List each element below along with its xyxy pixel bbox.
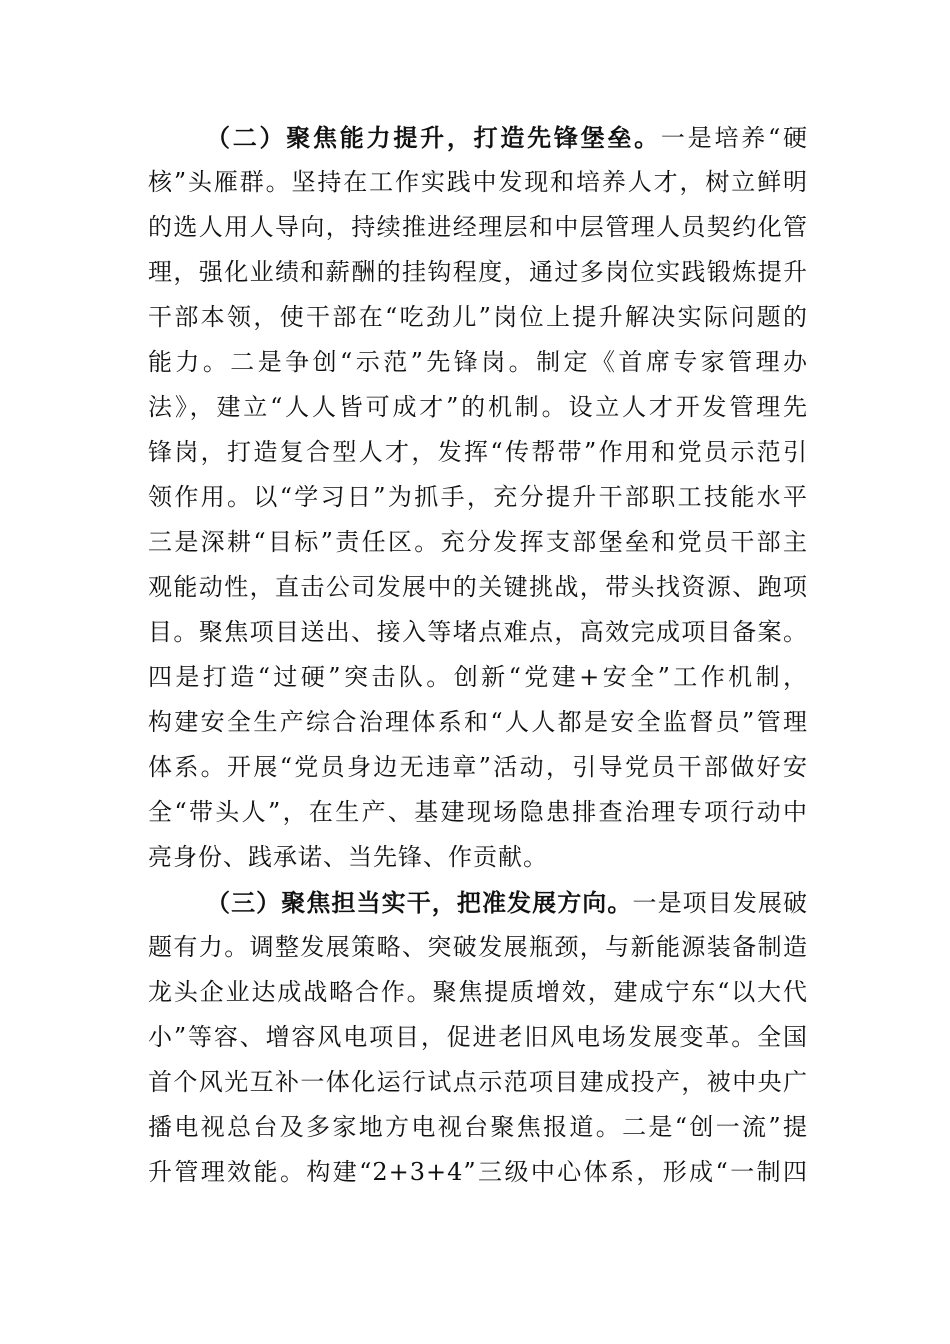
text-line: 题有力。调整发展策略、突破发展瓶颈，与新能源装备制造 — [148, 933, 808, 961]
text-line — [148, 115, 808, 160]
section-heading: （二）聚焦能力提升，打造先锋堡垒。 — [206, 123, 661, 152]
text-line: 法》，建立“人人皆可成才”的机制。设立人才开发管理先 — [148, 393, 808, 421]
text-line: 首个风光互补一体化运行试点示范项目建成投产，被中央广 — [148, 1068, 808, 1096]
text-line: 四是打造“过硬”突击队。创新“党建+安全”工作机制， — [148, 663, 808, 691]
text-line: 全“带头人”，在生产、基建现场隐患排查治理专项行动中 — [148, 798, 808, 826]
text-line: 三是深耕“目标”责任区。充分发挥支部堡垒和党员干部主 — [148, 528, 808, 556]
text-line: 龙头企业达成战略合作。聚焦提质增效，建成宁东“以大代 — [148, 978, 808, 1006]
line-text: 一是项目发展破 — [632, 889, 809, 917]
text-line: 升管理效能。构建“2+3+4”三级中心体系，形成“一制四 — [148, 1158, 808, 1186]
text-line: 理，强化业绩和薪酬的挂钩程度，通过多岗位实践锻炼提升 — [148, 258, 808, 286]
line-text: 一是培养“硬 — [660, 124, 808, 152]
text-line: 小”等容、增容风电项目，促进老旧风电场发展变革。全国 — [148, 1023, 808, 1051]
body-text — [148, 115, 808, 1195]
text-line: 干部本领，使干部在“吃劲儿”岗位上提升解决实际问题的 — [148, 303, 808, 331]
text-line: 的选人用人导向，持续推进经理层和中层管理人员契约化管 — [148, 213, 808, 241]
text-line: 能力。二是争创“示范”先锋岗。制定《首席专家管理办 — [148, 348, 808, 376]
text-line: 播电视总台及多家地方电视台聚焦报道。二是“创一流”提 — [148, 1113, 808, 1141]
text-line: 领作用。以“学习日”为抓手，充分提升干部职工技能水平 — [148, 483, 808, 511]
text-line: 构建安全生产综合治理体系和“人人都是安全监督员”管理 — [148, 708, 808, 736]
text-line: 锋岗，打造复合型人才，发挥“传帮带”作用和党员示范引 — [148, 438, 808, 466]
text-line: 亮身份、践承诺、当先锋、作贡献。 — [148, 843, 548, 871]
section-heading: （三）聚焦担当实干，把准发展方向。 — [206, 888, 633, 917]
text-line: 观能动性，直击公司发展中的关键挑战，带头找资源、跑项 — [148, 573, 808, 601]
text-line: 体系。开展“党员身边无违章”活动，引导党员干部做好安 — [148, 753, 808, 781]
text-line — [148, 880, 808, 925]
text-line: 核”头雁群。坚持在工作实践中发现和培养人才，树立鲜明 — [148, 168, 808, 196]
text-line: 目。聚焦项目送出、接入等堵点难点，高效完成项目备案。 — [148, 618, 808, 646]
